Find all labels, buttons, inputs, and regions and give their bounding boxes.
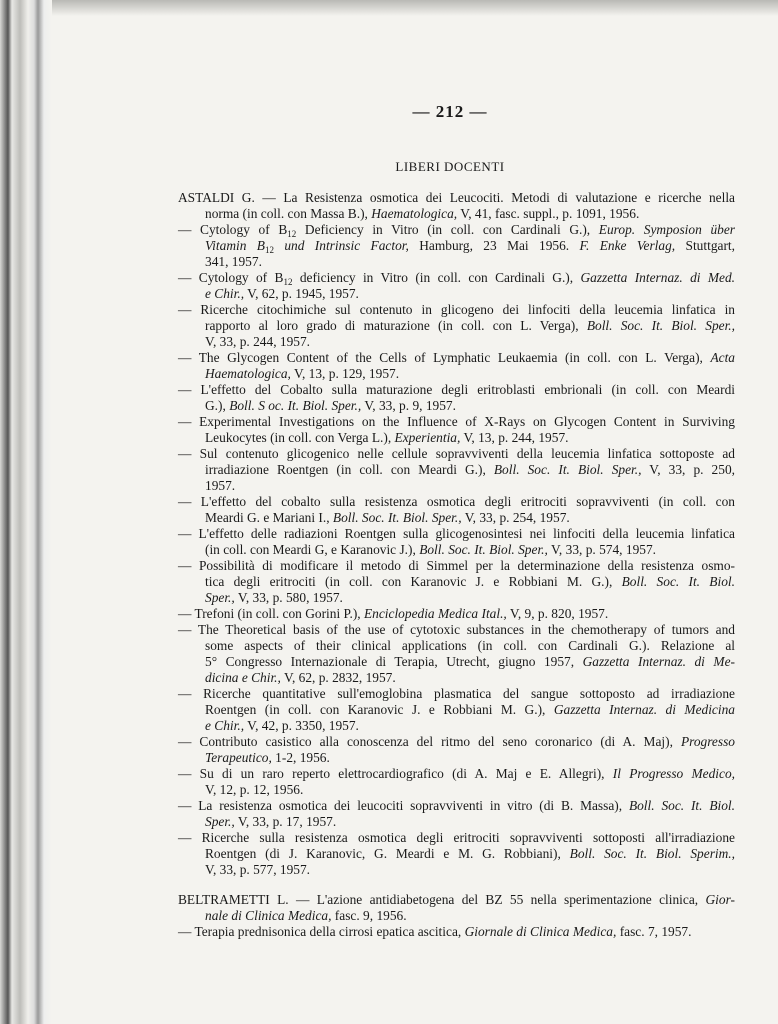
entry-text: irradiazione Roentgen (in coll. con Meardi G.), [205, 462, 494, 477]
entry-line [178, 750, 735, 766]
citation-source: und Intrinsic Factor, [273, 238, 409, 253]
section-title: LIBERI DOCENTI [395, 159, 505, 174]
citation-source: Sper., [205, 814, 235, 829]
bibliography-entry [178, 446, 735, 494]
bibliography-entry [178, 606, 735, 622]
entry-text: — The Theoretical basis of the use of cytotoxic substances in the chemotherapy of tumors and [178, 622, 735, 637]
citation-source: Boll. Soc. It. Biol. [628, 798, 735, 813]
entry-text: — Contributo casistico alla conoscenza del ritmo del seno coronarico (di A. Maj), [178, 734, 681, 749]
entry-line [178, 238, 735, 254]
entry-line [178, 558, 735, 574]
entry-line [178, 366, 735, 382]
entry-line [178, 924, 735, 940]
entry-line [178, 782, 735, 798]
entry-text: deficiency in Vitro (in coll. con Cardinali G.), [292, 270, 581, 285]
entry-line [178, 462, 735, 478]
entry-text: ASTALDI G. — La Resistenza osmotica dei Leucociti. Metodi di valutazione e ricerche nella [178, 190, 735, 205]
entry-line [178, 846, 735, 862]
bibliography-entry [178, 302, 735, 350]
citation-source: e Chir., [205, 718, 245, 733]
bibliography-entry [178, 892, 735, 924]
entry-line [178, 478, 735, 494]
entry-line [178, 334, 735, 350]
entry-line [178, 670, 735, 686]
citation-source: Il Progresso Medico, [612, 766, 735, 781]
entry-text: — Ricerche citochimiche sul contenuto in glicogeno dei linfociti della leucemia linfatica in [178, 302, 735, 317]
bibliography-entry [178, 494, 735, 526]
entry-text: fasc. 7, 1957. [616, 924, 692, 939]
entry-text: — L'effetto delle radiazioni Roentgen sulla glicogenosintesi nei linfociti della leucemia linfatica [178, 526, 735, 541]
entry-line [178, 254, 735, 270]
subscript: 12 [264, 245, 274, 255]
entry-text: V, 62, p. 1945, 1957. [244, 286, 359, 301]
citation-source: Experientia, [394, 430, 461, 445]
citation-source: Gior- [705, 892, 735, 907]
citation-source: Terapeutico, [205, 750, 272, 765]
citation-source: e Chir., [205, 286, 245, 301]
entry-text: — L'effetto del Cobalto sulla maturazione degli eritroblasti embrionali (in coll. con Meardi [178, 382, 735, 397]
entry-text: V, 12, p. 12, 1956. [205, 782, 304, 797]
bibliography-entry [178, 190, 735, 222]
bibliography-entry [178, 798, 735, 830]
citation-source: Vitamin B [205, 238, 265, 253]
entry-text: (in coll. con Meardi G, e Karanovic J.), [205, 542, 420, 557]
entry-line [178, 446, 735, 462]
entry-line [178, 766, 735, 782]
entry-text: V, 33, p. 250, [641, 462, 735, 477]
entry-text: — Ricerche quantitative sull'emoglobina plasmatica del sangue sottoposto ad irradiazione [178, 686, 735, 701]
citation-source: Boll. Soc. It. Biol. Sper., [419, 542, 548, 557]
entry-text: G.), [205, 398, 230, 413]
entry-line [178, 542, 735, 558]
entry-text: BELTRAMETTI L. — L'azione antidiabetogena del BZ 55 nella sperimentazione clinica, [178, 892, 706, 907]
entry-line [178, 830, 735, 846]
entry-line [178, 862, 735, 878]
entry-line [178, 908, 735, 924]
entry-text: V, 42, p. 3350, 1957. [244, 718, 359, 733]
bibliography-entry [178, 382, 735, 414]
entry-line [178, 606, 735, 622]
bibliography-entry [178, 222, 735, 270]
entry-text: — Possibilità di modificare il metodo di Simmel per la determinazione della resistenza osmo- [178, 558, 735, 573]
entry-text: — Sul contenuto glicogenico nelle cellule sopravviventi della leucemia linfatica sottoposte ad [178, 446, 735, 461]
entry-text: — The Glycogen Content of the Cells of Lymphatic Leukaemia (in coll. con L. Verga), [178, 350, 711, 365]
entry-text: Roentgen (di J. Karanovic, G. Meardi e M. G. Robbiani), [205, 846, 570, 861]
citation-source: nale di Clinica Medica, [205, 908, 332, 923]
entry-text: tica degli eritrociti (in coll. con Karanovic J. e Robbiani M. G.), [205, 574, 622, 589]
entry-text: V, 13, p. 244, 1957. [460, 430, 569, 445]
entry-text: V, 9, p. 820, 1957. [506, 606, 609, 621]
subscript: 12 [283, 277, 293, 287]
citation-source: Boll. Soc. It. Biol. Sperim., [569, 846, 735, 861]
entry-text: V, 33, p. 244, 1957. [205, 334, 311, 349]
citation-source: Europ. Symposion über [598, 222, 735, 237]
entry-line [178, 222, 735, 238]
entry-text: — Trefoni (in coll. con Gorini P.), [178, 606, 364, 621]
entry-line [178, 622, 735, 638]
entry-text: V, 62, p. 2832, 1957. [280, 670, 396, 685]
bibliography-entry [178, 924, 735, 940]
entry-line [178, 206, 735, 222]
entry-text: some aspects of their clinical applications (in coll. con Cardinali G.). Relazione al [205, 638, 735, 653]
entry-text: — Cytology of B [178, 270, 284, 285]
citation-source: Gazzetta Internaz. di Med. [580, 270, 736, 285]
entry-line [178, 654, 735, 670]
entry-line [178, 734, 735, 750]
entry-line [178, 686, 735, 702]
entry-text: V, 33, p. 9, 1957. [361, 398, 456, 413]
entry-text: V, 41, fasc. suppl., p. 1091, 1956. [457, 206, 640, 221]
entry-text: V, 33, p. 574, 1957. [547, 542, 657, 557]
citation-source: Haematologica, [205, 366, 291, 381]
entry-text: — Terapia prednisonica della cirrosi epatica ascitica, [178, 924, 465, 939]
entry-text: rapporto al loro grado di maturazione (in coll. con L. Verga), [205, 318, 587, 333]
citation-source: Boll. Soc. It. Biol. Sper., [586, 318, 736, 333]
entry-text: 5° Congresso Internazionale di Terapia, Utrecht, giugno 1957, [205, 654, 583, 669]
bibliography-entry [178, 526, 735, 558]
citation-source: F. Enke Verlag, [579, 238, 676, 253]
bibliography-list [178, 190, 735, 940]
entry-text: V, 33, p. 580, 1957. [234, 590, 343, 605]
citation-source: Acta [710, 350, 735, 365]
book-binding-edge [0, 0, 52, 1024]
entry-line [178, 414, 735, 430]
entry-line [178, 382, 735, 398]
entry-text: 1957. [205, 478, 236, 493]
citation-source: Boll. Soc. It. Biol. Sper., [332, 510, 462, 525]
entry-text: — Su di un raro reperto elettrocardiografico (di A. Maj e E. Allegri), [178, 766, 613, 781]
entry-line [178, 318, 735, 334]
entry-text: Meardi G. e Mariani I., [205, 510, 333, 525]
citation-source: Enciclopedia Medica Ital., [363, 606, 507, 621]
entry-text: — Experimental Investigations on the Influence of X-Rays on Glycogen Content in Surviving [178, 414, 735, 429]
bibliography-entry [178, 270, 735, 302]
entry-line [178, 892, 735, 908]
entry-line [178, 286, 735, 302]
entry-text: V, 33, p. 254, 1957. [461, 510, 570, 525]
citation-source: dicina e Chir., [205, 670, 281, 685]
entry-text: Hamburg, 23 Mai 1956. [408, 238, 580, 253]
citation-source: Boll. S oc. It. Biol. Sper., [229, 398, 362, 413]
entry-line [178, 350, 735, 366]
bibliography-entry [178, 734, 735, 766]
entry-line [178, 270, 735, 286]
entry-text: — L'effetto del cobalto sulla resistenza osmotica degli eritrociti sopravviventi (in coll. con [178, 494, 735, 509]
entry-line [178, 398, 735, 414]
page-number: — 212 — [412, 102, 488, 121]
entry-text: 1-2, 1956. [271, 750, 330, 765]
entry-line [178, 718, 735, 734]
citation-source: Boll. Soc. It. Biol. [621, 574, 735, 589]
citation-source: Haematologica, [371, 206, 458, 221]
entry-text: Stuttgart, [675, 238, 735, 253]
subscript: 12 [287, 229, 297, 239]
citation-source: Gazzetta Internaz. di Me- [582, 654, 735, 669]
entry-text: norma (in coll. con Massa B.), [205, 206, 372, 221]
entry-line [178, 702, 735, 718]
citation-source: Boll. Soc. It. Biol. Sper., [493, 462, 642, 477]
entry-text: — La resistenza osmotica dei leucociti sopravviventi in vitro (di B. Massa), [178, 798, 629, 813]
bibliography-entry [178, 830, 735, 878]
entry-line [178, 526, 735, 542]
entry-line [178, 494, 735, 510]
citation-source: Gazzetta Internaz. di Medicina [553, 702, 735, 717]
entry-line [178, 798, 735, 814]
entry-line [178, 638, 735, 654]
citation-source: Progresso [680, 734, 735, 749]
entry-text: Leukocytes (in coll. con Verga L.), [205, 430, 395, 445]
page-top-shadow [52, 0, 778, 16]
entry-text: — Cytology of B [178, 222, 288, 237]
bibliography-entry [178, 558, 735, 606]
bibliography-entry [178, 622, 735, 686]
entry-text: 341, 1957. [205, 254, 262, 269]
bibliography-entry [178, 686, 735, 734]
entry-line [178, 574, 735, 590]
entry-text: Roentgen (in coll. con Karanovic J. e Robbiani M. G.), [205, 702, 554, 717]
entry-line [178, 190, 735, 206]
entry-line [178, 814, 735, 830]
citation-source: Sper., [205, 590, 235, 605]
entry-text: fasc. 9, 1956. [331, 908, 407, 923]
bibliography-entry [178, 414, 735, 446]
entry-line [178, 590, 735, 606]
entry-line [178, 510, 735, 526]
entry-text: V, 33, p. 577, 1957. [205, 862, 311, 877]
bibliography-entry [178, 766, 735, 798]
citation-source: Giornale di Clinica Medica, [464, 924, 617, 939]
entry-line [178, 302, 735, 318]
entry-line [178, 430, 735, 446]
entry-text: Deficiency in Vitro (in coll. con Cardinali G.), [296, 222, 599, 237]
bibliography-entry [178, 350, 735, 382]
entry-text: V, 33, p. 17, 1957. [234, 814, 337, 829]
entry-text: — Ricerche sulla resistenza osmotica degli eritrociti sopravviventi sottoposti all'irradiazione [178, 830, 735, 845]
entry-text: V, 13, p. 129, 1957. [290, 366, 400, 381]
